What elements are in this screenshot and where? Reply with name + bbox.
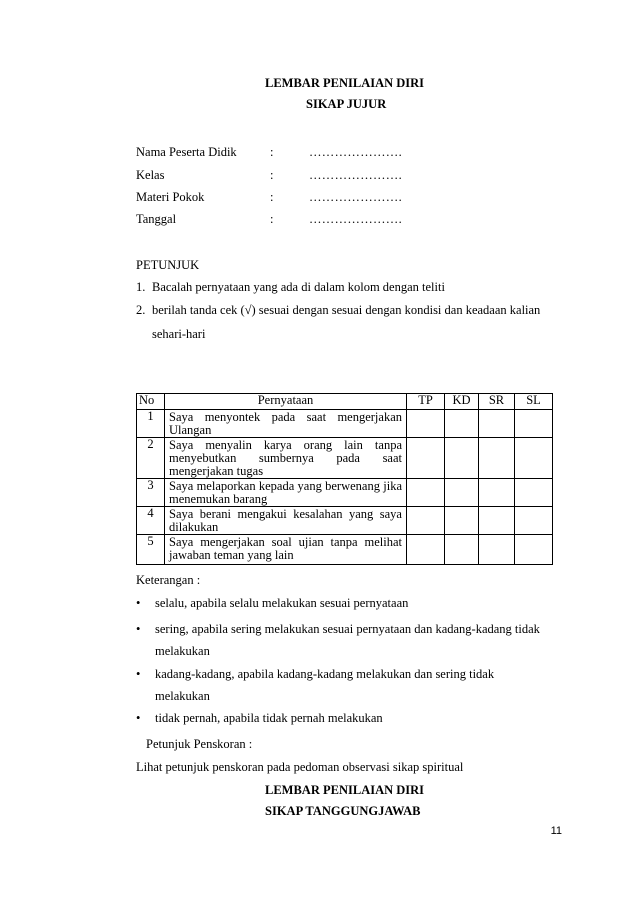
check-cell-sr[interactable] [479, 507, 515, 535]
bullet-icon: • [136, 622, 141, 636]
scoring-heading: Petunjuk Penskoran : [146, 737, 253, 751]
check-cell-sr[interactable] [479, 535, 515, 565]
field-colon: : [270, 190, 274, 204]
check-cell-sl[interactable] [515, 507, 553, 535]
header-sl: SL [515, 394, 553, 410]
instruction-number: 2. [136, 303, 146, 317]
table-row [137, 507, 553, 535]
row-statement: Saya menyontek pada saat mengerjakan Ulangan [165, 410, 407, 438]
header-statement: Pernyataan [165, 394, 407, 410]
check-cell-sl[interactable] [515, 410, 553, 438]
header-no: No [137, 394, 165, 410]
field-label: Kelas [136, 168, 165, 182]
instruction-number: 1. [136, 280, 146, 294]
instruction-text: Bacalah pernyataan yang ada di dalam kolom dengan teliti [152, 280, 445, 294]
check-cell-sr[interactable] [479, 479, 515, 507]
field-label: Nama Peserta Didik [136, 145, 237, 159]
check-cell-tp[interactable] [407, 479, 445, 507]
check-cell-kd[interactable] [445, 410, 479, 438]
row-statement: Saya berani mengakui kesalahan yang saya dilakukan [165, 507, 407, 535]
instruction-text-continued: sehari-hari [152, 327, 206, 341]
field-blank: …………………. [309, 190, 403, 204]
table-header-row [137, 394, 553, 410]
next-section-subtitle: SIKAP TANGGUNGJAWAB [265, 804, 421, 818]
instruction-text: berilah tanda cek (√) sesuai dengan sesuai dengan kondisi dan keadaan kalian [152, 303, 541, 317]
table-row [137, 479, 553, 507]
row-statement: Saya mengerjakan soal ujian tanpa melihat jawaban teman yang lain [165, 535, 407, 565]
table-row [137, 438, 553, 479]
check-cell-sr[interactable] [479, 410, 515, 438]
self-assessment-table [136, 393, 553, 565]
row-number: 4 [137, 507, 165, 535]
scoring-text: Lihat petunjuk penskoran pada pedoman observasi sikap spiritual [136, 760, 464, 774]
check-cell-kd[interactable] [445, 479, 479, 507]
row-number: 3 [137, 479, 165, 507]
check-cell-tp[interactable] [407, 410, 445, 438]
bullet-icon: • [136, 667, 141, 681]
field-blank: …………………. [309, 212, 403, 226]
legend-item-continued: melakukan [155, 689, 210, 703]
bullet-icon: • [136, 711, 141, 725]
check-cell-sl[interactable] [515, 479, 553, 507]
check-cell-kd[interactable] [445, 535, 479, 565]
check-cell-sl[interactable] [515, 535, 553, 565]
check-cell-sr[interactable] [479, 438, 515, 479]
legend-item: selalu, apabila selalu melakukan sesuai pernyataan [155, 596, 409, 610]
header-sr: SR [479, 394, 515, 410]
document-subtitle: SIKAP JUJUR [306, 97, 387, 111]
field-colon: : [270, 168, 274, 182]
page-number: 11 [550, 825, 562, 837]
legend-heading: Keterangan : [136, 573, 201, 587]
bullet-icon: • [136, 596, 141, 610]
legend-item-continued: melakukan [155, 644, 210, 658]
row-number: 1 [137, 410, 165, 438]
row-number: 2 [137, 438, 165, 479]
check-cell-tp[interactable] [407, 535, 445, 565]
check-cell-kd[interactable] [445, 438, 479, 479]
field-label: Tanggal [136, 212, 177, 226]
field-label: Materi Pokok [136, 190, 205, 204]
header-tp: TP [407, 394, 445, 410]
legend-item: kadang-kadang, apabila kadang-kadang melakukan dan sering tidak [155, 667, 495, 681]
row-statement: Saya menyalin karya orang lain tanpa menyebutkan sumbernya pada saat mengerjakan tugas [165, 438, 407, 479]
document-title: LEMBAR PENILAIAN DIRI [265, 76, 425, 90]
field-colon: : [270, 145, 274, 159]
field-blank: …………………. [309, 145, 403, 159]
header-kd: KD [445, 394, 479, 410]
instructions-heading: PETUNJUK [136, 258, 200, 272]
field-colon: : [270, 212, 274, 226]
next-section-title: LEMBAR PENILAIAN DIRI [265, 783, 425, 797]
table-row [137, 410, 553, 438]
legend-item: sering, apabila sering melakukan sesuai pernyataan dan kadang-kadang tidak [155, 622, 540, 636]
row-statement: Saya melaporkan kepada yang berwenang jika menemukan barang [165, 479, 407, 507]
field-blank: …………………. [309, 168, 403, 182]
check-cell-tp[interactable] [407, 438, 445, 479]
check-cell-sl[interactable] [515, 438, 553, 479]
row-number: 5 [137, 535, 165, 565]
check-cell-tp[interactable] [407, 507, 445, 535]
legend-item: tidak pernah, apabila tidak pernah melakukan [155, 711, 383, 725]
check-cell-kd[interactable] [445, 507, 479, 535]
table-row [137, 535, 553, 565]
